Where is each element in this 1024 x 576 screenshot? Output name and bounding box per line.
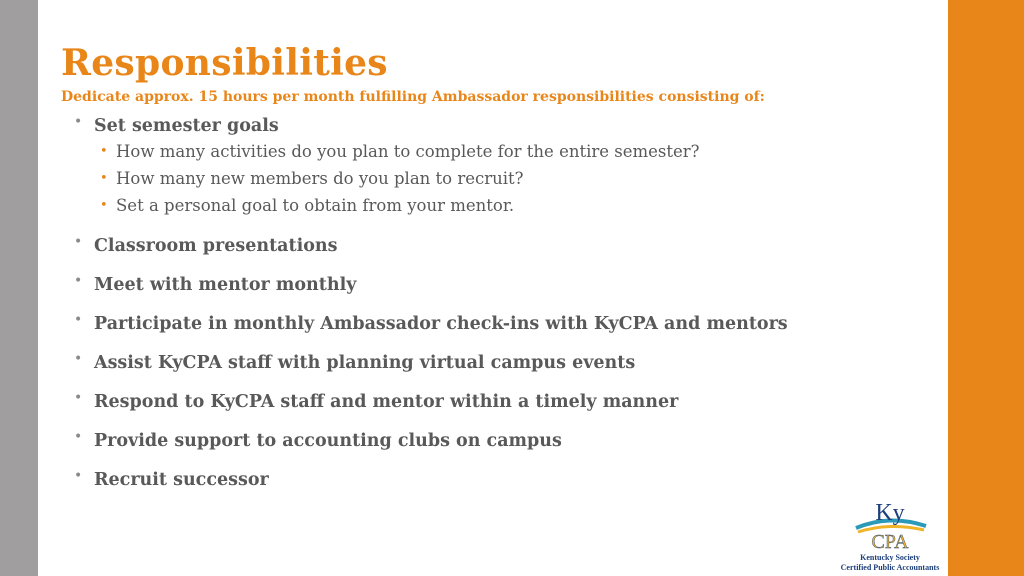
kycpa-logo <box>836 496 944 574</box>
list-item <box>74 273 934 312</box>
logo-mark-bottom: CPA <box>871 531 909 552</box>
list-item <box>74 114 934 222</box>
sub-list-item <box>94 140 934 167</box>
bullet-icon: • <box>74 273 83 289</box>
left-accent-bar <box>0 0 38 576</box>
list-item <box>74 390 934 429</box>
bullet-label: Participate in monthly Ambassador check-ins with KyCPA and mentors <box>94 314 788 334</box>
bullet-icon: • <box>74 429 83 445</box>
list-item <box>74 234 934 273</box>
sub-bullet-label: Set a personal goal to obtain from your mentor. <box>116 196 515 215</box>
slide-subtitle: Dedicate approx. 15 hours per month fulfilling Ambassador responsibilities consisting of: <box>61 89 765 105</box>
bullet-label: Provide support to accounting clubs on campus <box>94 431 562 451</box>
bullet-label: Meet with mentor monthly <box>94 275 357 295</box>
bullet-label: Assist KyCPA staff with planning virtual campus events <box>94 353 636 373</box>
sub-list <box>94 140 934 221</box>
list-item <box>74 351 934 390</box>
bullet-icon: • <box>74 351 83 367</box>
sub-bullet-icon: • <box>100 171 108 186</box>
bullet-icon: • <box>74 312 83 328</box>
sub-list-item <box>94 167 934 194</box>
list-item <box>74 429 934 468</box>
bullet-icon: • <box>74 114 83 130</box>
slide-content <box>38 0 948 576</box>
bullet-label: Set semester goals <box>94 116 279 136</box>
bullet-icon: • <box>74 390 83 406</box>
responsibilities-list <box>74 114 934 507</box>
slide-title: Responsibilities <box>61 42 388 84</box>
sub-bullet-icon: • <box>100 144 108 159</box>
sub-bullet-label: How many new members do you plan to recruit? <box>116 169 524 188</box>
bullet-label: Classroom presentations <box>94 236 338 256</box>
list-item <box>74 468 934 507</box>
bullet-label: Recruit successor <box>94 470 269 490</box>
bullet-icon: • <box>74 234 83 250</box>
list-item <box>74 312 934 351</box>
bullet-label: Respond to KyCPA staff and mentor within a timely manner <box>94 392 679 412</box>
sub-bullet-icon: • <box>100 198 108 213</box>
right-accent-bar <box>948 0 1024 576</box>
logo-caption-line2: Certified Public Accountants <box>840 563 940 572</box>
logo-mark-top: Ky <box>875 500 905 526</box>
kycpa-logo-mark-icon <box>836 496 944 552</box>
sub-list-item <box>94 194 934 221</box>
logo-caption-line1: Kentucky Society <box>860 553 920 562</box>
bullet-icon: • <box>74 468 83 484</box>
sub-bullet-label: How many activities do you plan to complete for the entire semester? <box>116 142 700 161</box>
